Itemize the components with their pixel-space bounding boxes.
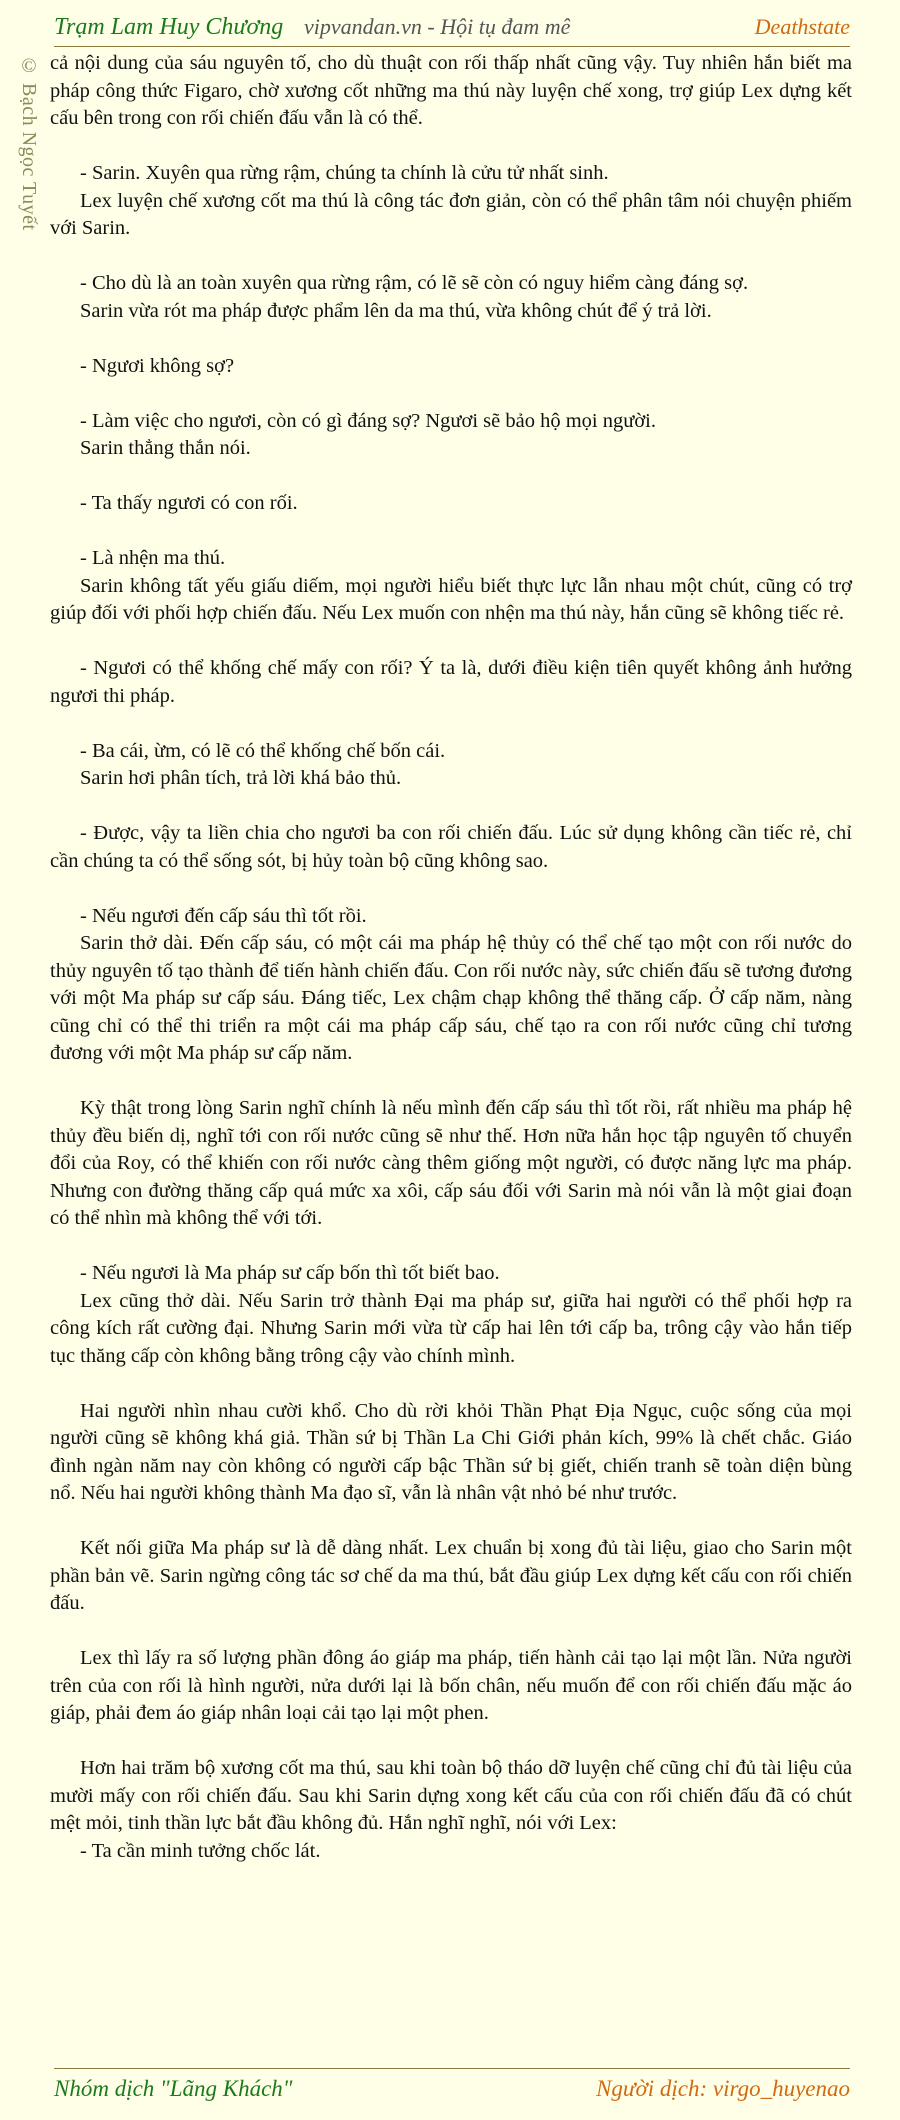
paragraph: Sarin không tất yếu giấu diếm, mọi người hiểu biết thực lực lẫn nhau một chút, cũng có trợ giúp đối với phối hợp chiến đấu. Nếu Lex muốn con nhện ma thú này, hắn cũng sẽ không tiếc rẻ. — [50, 574, 852, 624]
header-site-name: Trạm Lam Huy Chương — [54, 13, 284, 40]
paragraph-gap — [50, 1370, 852, 1398]
paragraph-gap — [50, 875, 852, 903]
paragraph: - Được, vậy ta liền chia cho ngươi ba con rối chiến đấu. Lúc sử dụng không cần tiếc rẻ, chỉ cần chúng ta có thể sống sót, bị hủy toàn bộ cũng không sao. — [50, 822, 852, 872]
paragraph-gap — [50, 1728, 852, 1756]
paragraph-gap — [50, 133, 852, 161]
paragraph-gap — [50, 325, 852, 353]
paragraph: - Ba cái, ừm, có lẽ có thể khống chế bốn cái. — [80, 739, 446, 762]
paragraph: - Ngươi không sợ? — [80, 354, 235, 377]
header-site-url: vipvandan.vn - Hội tụ đam mê — [304, 14, 571, 39]
footer-translation-group: Nhóm dịch "Lãng Khách" — [54, 2075, 293, 2101]
copyright-watermark: © Bạch Ngọc Tuyết — [18, 55, 40, 231]
paragraph: - Nếu ngươi đến cấp sáu thì tốt rồi. — [80, 904, 367, 927]
paragraph: Sarin thẳng thắn nói. — [80, 437, 251, 459]
paragraph: - Ta thấy ngươi có con rối. — [80, 492, 298, 514]
paragraph: cả nội dung của sáu nguyên tố, cho dù thuật con rối thấp nhất cũng vậy. Tuy nhiên hắn biết ma pháp công thức Figaro, chờ xương cốt những ma thú này luyện chế xong, trợ giúp Lex dựng kết cấu bên trong con rối chiến đấu vẫn là có thể. — [50, 52, 852, 129]
chapter-body — [50, 50, 852, 1865]
paragraph: - Làm việc cho ngươi, còn có gì đáng sợ? Ngươi sẽ bảo hộ mọi người. — [80, 409, 656, 432]
paragraph: - Là nhện ma thú. — [80, 547, 226, 569]
paragraph: Lex cũng thở dài. Nếu Sarin trở thành Đại ma pháp sư, giữa hai người có thể phối hợp ra công kích rất cường đại. Nhưng Sarin mới vừa từ cấp hai lên tới cấp ba, trông cậy vào hắn tiếp tục thăng cấp còn không bằng trông cậy vào chính mình. — [50, 1289, 852, 1367]
page-footer — [54, 2068, 850, 2108]
paragraph: Kỳ thật trong lòng Sarin nghĩ chính là nếu mình đến cấp sáu thì tốt rồi, rất nhiều ma pháp hệ thủy đều biến dị, nghĩ tới con rối nước cũng sẽ như thế. Hơn nữa hắn học tập nguyên tố chuyển đổi của Roy, có thể khiến con rối nước càng thêm giống một người, có được năng lực ma pháp. Nhưng con đường thăng cấp quá mức xa xôi, cấp sáu đối với Sarin mà nói vẫn là một giai đoạn có thể nhìn mà không thể với tới. — [50, 1097, 852, 1229]
paragraph: - Sarin. Xuyên qua rừng rậm, chúng ta chính là cửu tử nhất sinh. — [80, 162, 609, 184]
paragraph-gap — [50, 1233, 852, 1261]
footer-translator: Người dịch: virgo_huyenao — [596, 2075, 850, 2101]
paragraph: - Ngươi có thể khống chế mấy con rối? Ý ta là, dưới điều kiện tiên quyết không ảnh hưởng ngươi thi pháp. — [50, 657, 852, 707]
page-header — [54, 8, 850, 47]
paragraph: Kết nối giữa Ma pháp sư là dễ dàng nhất. Lex chuẩn bị xong đủ tài liệu, giao cho Sarin một phần bản vẽ. Sarin ngừng công tác sơ chế da ma thú, bắt đầu giúp Lex dựng kết cấu con rối chiến đấu. — [50, 1537, 852, 1614]
paragraph-gap — [50, 1508, 852, 1536]
paragraph-gap — [50, 518, 852, 546]
paragraph: - Cho dù là an toàn xuyên qua rừng rậm, có lẽ sẽ còn có nguy hiểm càng đáng sợ. — [80, 272, 749, 294]
paragraph: Sarin vừa rót ma pháp được phẩm lên da ma thú, vừa không chút để ý trả lời. — [80, 299, 712, 322]
paragraph: - Ta cần minh tưởng chốc lát. — [80, 1839, 321, 1862]
paragraph-gap — [50, 1618, 852, 1646]
header-book-title: Deathstate — [754, 14, 850, 39]
paragraph: Sarin thở dài. Đến cấp sáu, có một cái ma pháp hệ thủy có thể chế tạo một con rối nước do thủy nguyên tố tạo thành để tiến hành chiến đấu. Con rối nước này, sức chiến đấu sẽ tương đương với một Ma pháp sư cấp sáu. Đáng tiếc, Lex chậm chạp không thể thăng cấp. Ở cấp năm, nàng cũng chỉ có thể thi triển ra một cái ma pháp cấp sáu, chế tạo ra con rối nước cũng chỉ tương đương với một Ma pháp sư cấp năm. — [50, 932, 852, 1064]
paragraph-gap — [50, 1068, 852, 1096]
paragraph: Lex luyện chế xương cốt ma thú là công tác đơn giản, còn có thể phân tâm nói chuyện phiếm với Sarin. — [50, 189, 852, 239]
paragraph: Hơn hai trăm bộ xương cốt ma thú, sau khi toàn bộ tháo dỡ luyện chế cũng chỉ đủ tài liệu của mười mấy con rối chiến đấu. Sau khi Sarin dựng xong kết cấu của con rối chiến đấu đã có chút mệt mỏi, tinh thần lực bắt đầu không đủ. Hắn nghĩ nghĩ, nói với Lex: — [50, 1757, 852, 1834]
paragraph-gap — [50, 463, 852, 491]
paragraph: Hai người nhìn nhau cười khổ. Cho dù rời khỏi Thần Phạt Địa Ngục, cuộc sống của mọi người cũng sẽ không khá giả. Thần sứ bị Thần La Chi Giới phản kích, 99% là chết chắc. Giáo đình ngàn năm nay còn không có người cấp bậc Thần sứ bị giết, chiến tranh sẽ toàn diện bùng nổ. Nếu hai người không thành Ma đạo sĩ, vẫn là nhân vật nhỏ bé như trước. — [50, 1399, 852, 1504]
paragraph-gap — [50, 710, 852, 738]
paragraph: Lex thì lấy ra số lượng phần đông áo giáp ma pháp, tiến hành cải tạo lại một lần. Nửa người trên của con rối là hình người, nửa dưới lại là bốn chân, nếu muốn để con rối chiến đấu mặc áo giáp, phải đem áo giáp nhân loại cải tạo lại một phen. — [50, 1647, 852, 1724]
paragraph: - Nếu ngươi là Ma pháp sư cấp bốn thì tốt biết bao. — [80, 1262, 500, 1284]
paragraph-gap — [50, 380, 852, 408]
paragraph-gap — [50, 628, 852, 656]
paragraph-gap — [50, 243, 852, 271]
paragraph-gap — [50, 793, 852, 821]
paragraph: Sarin hơi phân tích, trả lời khá bảo thủ. — [80, 767, 402, 789]
